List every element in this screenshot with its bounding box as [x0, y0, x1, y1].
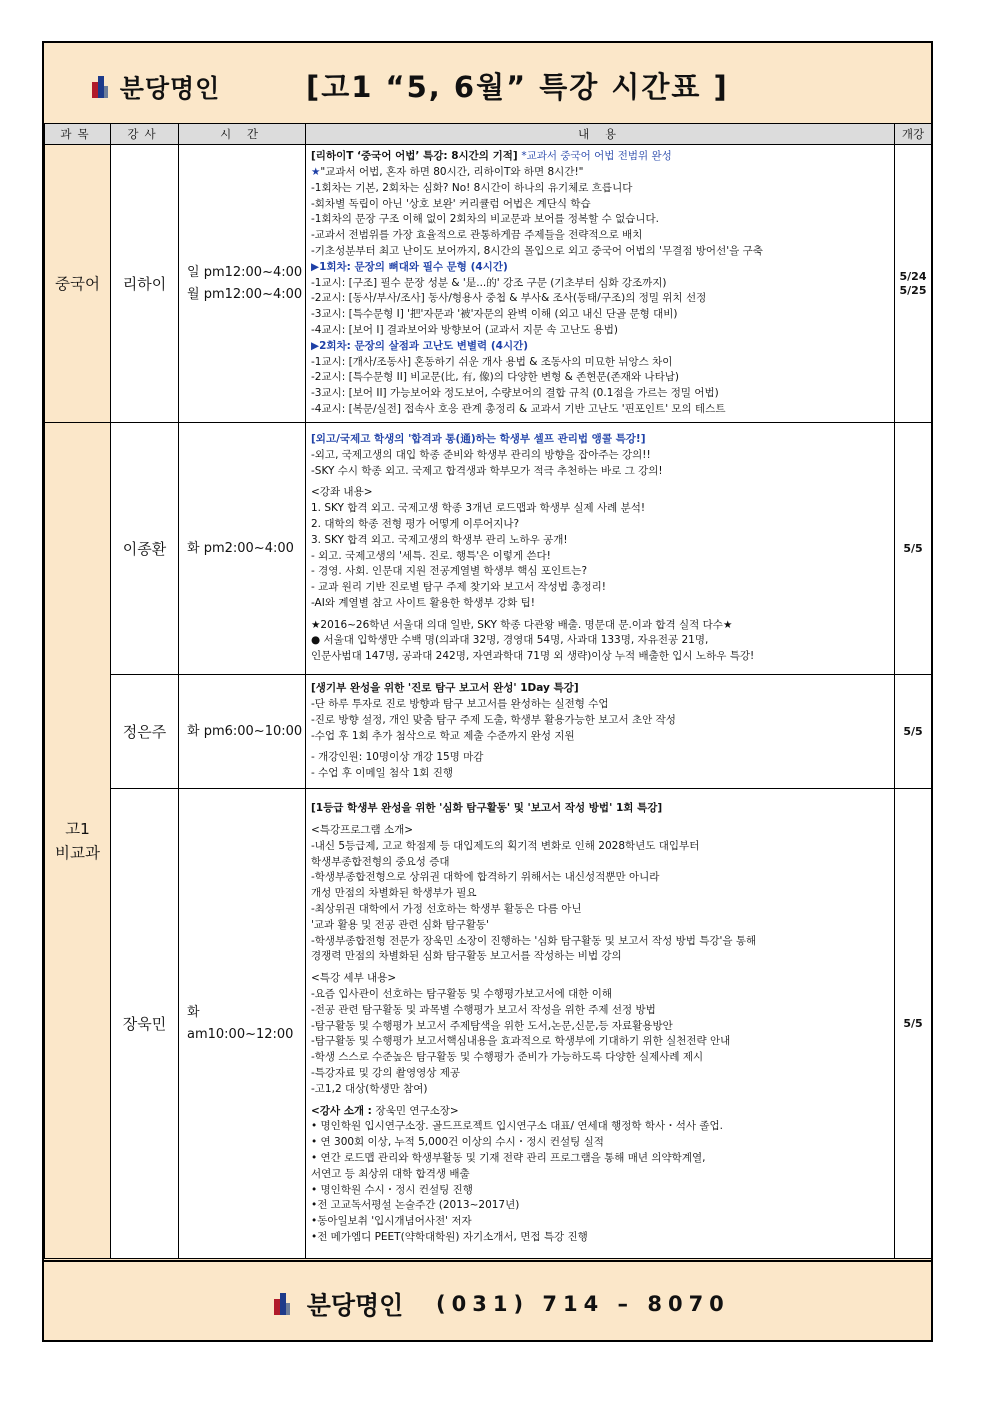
- brand-logo: [92, 69, 220, 105]
- content-line: -AI와 계열별 참고 사이트 활용한 학생부 강화 팁!: [311, 596, 535, 609]
- start-date-cell: 5/5: [895, 675, 932, 789]
- content-line: ▶2회차: 문장의 살점과 고난도 변별력 (4시간): [311, 339, 529, 352]
- start-date-cell: 5/24 5/25: [895, 145, 932, 423]
- content-line: <강사 소개 : 장욱민 연구소장>: [311, 1104, 459, 1117]
- content-line: -전공 관련 탐구활동 및 과목별 수행평가 보고서 작성을 위한 주제 선정 방법: [311, 1003, 656, 1016]
- table-row: [45, 423, 932, 675]
- content-line: ★"교과서 어법, 혼자 하면 80시간, 리하이T와 하면 8시간!": [311, 166, 584, 179]
- content-line: ★2016~26학년 서울대 의대 일반, SKY 학종 다관왕 배출. 명문대 문.이과 합격 실적 다수★: [311, 618, 733, 631]
- logo-icon: [92, 76, 108, 98]
- table-header-row: [45, 124, 932, 145]
- subject-cell: 중국어: [45, 145, 111, 423]
- time-cell: 화 pm2:00~4:00: [179, 423, 306, 675]
- schedule-table: [44, 123, 932, 1259]
- col-time: 시 간: [179, 124, 306, 145]
- content-line: <특강프로그램 소개>: [311, 824, 414, 837]
- content-line: -요즘 입사관이 선호하는 탐구활동 및 수행평가보고서에 대한 이해: [311, 988, 613, 1000]
- content-line: -고1,2 대상(학생만 참여): [311, 1082, 428, 1095]
- table-row: [45, 145, 932, 423]
- content-line: [1등급 학생부 완성을 위한 '심화 탐구활동' 및 '보고서 작성 방법' 1회 특강]: [311, 802, 663, 815]
- content-line: -학생 스스로 수준높은 탐구활동 및 수행평가 준비가 가능하도록 다양한 실제사례 제시: [311, 1051, 704, 1064]
- page-footer: [44, 1260, 931, 1344]
- content-line: •전 고교독서평설 논술주간 (2013~2017년): [311, 1199, 520, 1212]
- content-line: -1교시: [개사/조동사] 혼동하기 쉬운 개사 용법 & 조동사의 미묘한 뉘앙스 차이: [311, 355, 673, 368]
- content-cell: [306, 423, 895, 675]
- time-cell: 화 pm6:00~10:00: [179, 675, 306, 789]
- start-date-cell: 5/5: [895, 789, 932, 1259]
- content-line: 경쟁력 만점의 차별화된 심화 탐구활동 보고서를 작성하는 비법 강의: [311, 950, 622, 963]
- content-line: ▶1회차: 문장의 뼈대와 필수 문형 (4시간): [311, 260, 508, 273]
- content-line: -1교시: [구조] 필수 문장 성분 & '是...的' 강조 구문 (기초부터 심화 강조까지): [311, 276, 667, 289]
- content-cell: [306, 145, 895, 423]
- teacher-cell: 장욱민: [111, 789, 179, 1259]
- content-line: -SKY 수시 학종 외고. 국제고 합격생과 학부모가 적극 추천하는 바로 그 강의!: [311, 464, 663, 477]
- footer-brand-name: 분당명인: [306, 1291, 404, 1320]
- content-line: - 경영. 사회. 인문대 지원 전공계열별 학생부 핵심 포인트는?: [311, 565, 588, 578]
- table-row: [45, 675, 932, 789]
- logo-icon: [274, 1293, 290, 1315]
- teacher-cell: 리하이: [111, 145, 179, 423]
- time-cell: 일 pm12:00~4:00 월 pm12:00~4:00: [179, 145, 306, 423]
- content-line: - 외고. 국제고생의 '세특. 진로. 행특'은 이렇게 쓴다!: [311, 549, 551, 562]
- content-line: -회차별 독립이 아닌 '상호 보완' 커리큘럼 어법은 계단식 학습: [311, 197, 591, 210]
- content-line: - 수업 후 이메일 첨삭 1회 진행: [311, 767, 454, 780]
- content-line: '교과 활용 및 전공 관련 심화 탐구활동': [311, 918, 489, 931]
- content-line: -최상위권 대학에서 가정 선호하는 학생부 활동은 다름 아닌: [311, 903, 582, 916]
- content-line: [리하이T ‘중국어 어법’ 특강: 8시간의 기적] *교과서 중국어 어법 전범위 완성: [311, 150, 672, 163]
- time-cell: 화 am10:00~12:00: [179, 789, 306, 1259]
- content-line: -2교시: [특수문형 II] 비교문(比, 有, 像)의 다양한 변형 & 존현문(존재와 나타남): [311, 371, 679, 384]
- col-teacher: 강사: [111, 124, 179, 145]
- content-line: 3. SKY 합격 외고. 국제고생의 학생부 관리 노하우 공개!: [311, 533, 568, 546]
- content-line: -3교시: [특수문형 I] '把'자문과 '被'자문의 완벽 이해 (외고 내신 단골 문형 대비): [311, 308, 678, 321]
- content-line: -2교시: [동사/부사/조사] 동사/형용사 중첩 & 부사& 조사(동태/구조)의 정밀 위치 선정: [311, 292, 707, 305]
- timetable-frame: [42, 41, 933, 1342]
- content-cell: [306, 789, 895, 1259]
- content-line: -학생부종합전형 전문가 장욱민 소장이 진행하는 '심화 탐구활동 및 보고서 작성 방법 특강'을 통해: [311, 934, 757, 947]
- content-line: • 연간 로드맵 관리와 학생부활동 및 기재 전략 관리 프로그램을 통해 매년 의약학계열,: [311, 1151, 706, 1164]
- content-line: -진로 방향 설정, 개인 맞춤 탐구 주제 도출, 학생부 활용가능한 보고서 초안 작성: [311, 713, 676, 726]
- content-line: [생기부 완성을 위한 '진로 탐구 보고서 완성' 1Day 특강]: [311, 682, 579, 695]
- table-row: [45, 789, 932, 1259]
- content-line: <강좌 내용>: [311, 486, 373, 499]
- teacher-cell: 이종환: [111, 423, 179, 675]
- content-line: -3교시: [보어 II] 가능보어와 정도보어, 수량보어의 결합 규칙 (0.1점을 가르는 정밀 어법): [311, 387, 719, 400]
- content-line: -1회차의 문장 구조 이해 없이 2회차의 비교문과 보어를 정복할 수 없습니다.: [311, 213, 660, 226]
- content-line: 서연고 등 최상위 대학 합격생 배출: [311, 1167, 470, 1180]
- content-line: 학생부종합전형의 중요성 증대: [311, 855, 450, 868]
- content-line: 인문사범대 147명, 공과대 242명, 자연과학대 71명 외 생략)이상 누적 배출한 입시 노하우 특강!: [311, 650, 755, 663]
- content-line: -외고, 국제고생의 대입 학종 준비와 학생부 관리의 방향을 잡아주는 강의!!: [311, 448, 651, 461]
- footer-phone: (031) 714 – 8070: [436, 1292, 730, 1316]
- content-line: 개성 만점의 차별화된 학생부가 필요: [311, 887, 477, 900]
- content-line: 1. SKY 합격 외고. 국제고생 학종 3개년 로드맵과 학생부 실제 사례 분석!: [311, 502, 646, 515]
- content-line: -내신 5등급제, 고교 학점제 등 대입제도의 획기적 변화로 인해 2028학년도 대입부터: [311, 839, 700, 852]
- content-line: •전 메가엠디 PEET(약학대학원) 자기소개서, 면접 특강 진행: [311, 1230, 588, 1243]
- page-header: [44, 43, 931, 123]
- content-line: -1회차는 기본, 2회차는 심화? No! 8시간이 하나의 유기체로 흐릅니다: [311, 181, 633, 194]
- content-line: -기초성분부터 최고 난이도 보어까지, 8시간의 몰입으로 외고 중국어 어법의 '무결점 방어선'을 구축: [311, 245, 763, 257]
- footer-brand: [274, 1286, 730, 1322]
- content-line: -4교시: [보어 I] 결과보어와 방향보어 (교과서 지문 속 고난도 용법): [311, 323, 618, 336]
- start-date-cell: 5/5: [895, 423, 932, 675]
- col-subject: 과목: [45, 124, 111, 145]
- content-cell: [306, 675, 895, 789]
- content-line: -4교시: [복문/실전] 접속사 호응 관계 총정리 & 교과서 기반 고난도 '핀포인트' 모의 테스트: [311, 402, 726, 415]
- page-title: [고1 “5, 6월” 특강 시간표 ]: [306, 70, 729, 104]
- content-line: -특강자료 및 강의 촬영영상 제공: [311, 1066, 460, 1079]
- content-line: • 연 300회 이상, 누적 5,000건 이상의 수시・정시 컨설팅 실적: [311, 1136, 604, 1149]
- content-line: • 명인학원 입시연구소장. 골드프로젝트 입시연구소 대표/ 연세대 행정학 학사・석사 졸업.: [311, 1120, 723, 1133]
- col-content: 내 용: [306, 124, 895, 145]
- content-line: •동아일보취 '입시개념어사전' 저자: [311, 1215, 472, 1228]
- brand-name: 분당명인: [119, 74, 221, 103]
- content-line: 2. 대학의 학종 전형 평가 어떻게 이루어지나?: [311, 517, 520, 530]
- content-line: -단 하루 투자로 진로 방향과 탐구 보고서를 완성하는 실전형 수업: [311, 697, 609, 710]
- subject-cell: 고1 비교과: [45, 423, 111, 1259]
- content-line: -교과서 전범위를 가장 효율적으로 관통하게끔 주제들을 전략적으로 배치: [311, 229, 643, 242]
- content-line: - 교과 원리 기반 진로별 탐구 주제 찾기와 보고서 작성법 총정리!: [311, 581, 606, 594]
- content-line: -학생부종합전형으로 상위권 대학에 합격하기 위해서는 내신성적뿐만 아니라: [311, 871, 660, 884]
- content-line: • 명인학원 수시・정시 컨설팅 진행: [311, 1183, 473, 1196]
- content-line: -탐구활동 및 수행평가 보고서핵심내용을 효과적으로 학생부에 기대하기 위한 실천전략 안내: [311, 1035, 731, 1048]
- content-line: <특강 세부 내용>: [311, 972, 397, 985]
- col-start: 개강: [895, 124, 932, 145]
- teacher-cell: 정은주: [111, 675, 179, 789]
- content-line: ● 서울대 입학생만 수백 명(의과대 32명, 경영대 54명, 사과대 133명, 자유전공 21명,: [311, 634, 709, 647]
- content-line: -수업 후 1회 추가 첨삭으로 학교 제출 수준까지 완성 지원: [311, 729, 575, 742]
- content-line: [외고/국제고 학생의 '합격과 통(通)하는 학생부 셀프 관리법 앵콜 특강!]: [311, 432, 646, 445]
- content-line: - 개강인원: 10명이상 개강 15명 마감: [311, 751, 484, 764]
- content-line: -탐구활동 및 수행평가 보고서 주제탐색을 위한 도서,논문,신문,등 자료활용방안: [311, 1019, 673, 1032]
